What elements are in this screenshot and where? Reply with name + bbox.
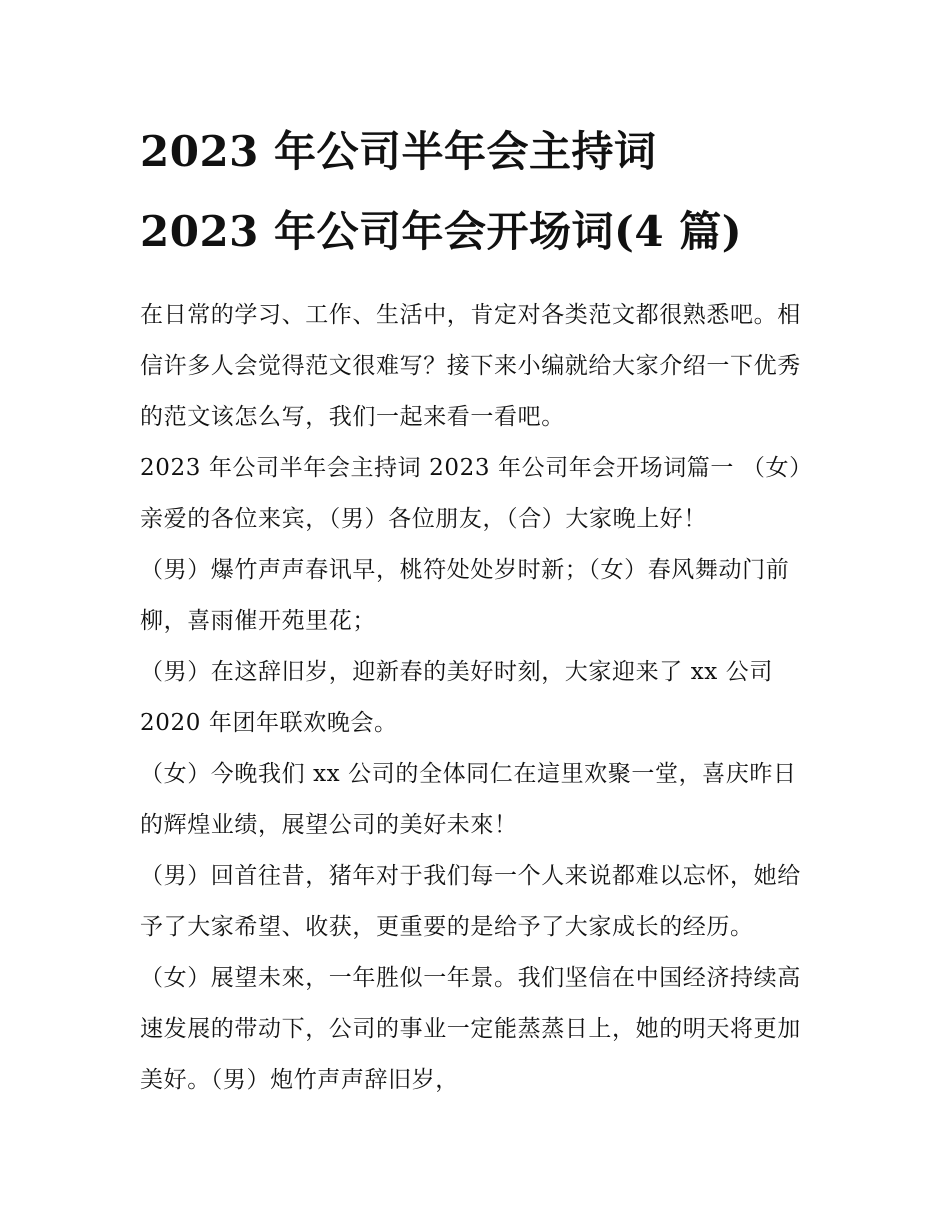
document-page: [140, 112, 820, 1106]
document-title-line-2: 2023 年公司年会开场词(4 篇): [140, 207, 743, 256]
paragraph-outlook: （女）展望未來，一年胜似一年景。我们坚信在中国经济持续高速发展的带动下，公司的事业一定能蒸蒸日上，她的明天将更加美好。（男）炮竹声声辞旧岁，: [140, 965, 801, 1093]
paragraph-opening: 2023 年公司半年会主持词 2023 年公司年会开场词篇一 （女）亲爱的各位来宾，（男）各位朋友，（合）大家晚上好！: [140, 455, 813, 532]
paragraph-gathering: （女）今晚我们 xx 公司的全体同仁在這里欢聚一堂，喜庆昨日的辉煌业绩，展望公司的美好未來！: [140, 761, 797, 838]
document-body: [140, 290, 820, 1106]
document-title-line-1: 2023 年公司半年会主持词: [140, 127, 657, 176]
paragraph-welcome: （男）在这辞旧岁，迎新春的美好时刻，大家迎来了 xx 公司 2020 年团年联欢晚会。: [140, 659, 773, 736]
paragraph-intro: 在日常的学习、工作、生活中，肯定对各类范文都很熟悉吧。相信许多人会觉得范文很难写？接下来小编就给大家介绍一下优秀的范文该怎么写，我们一起来看一看吧。: [140, 302, 801, 430]
paragraph-couplet: （男）爆竹声声春讯早，桃符处处岁时新；（女）春风舞动门前柳，喜雨催开苑里花；: [140, 557, 790, 634]
paragraph-review: （男）回首往昔，猪年对于我们每一个人来说都难以忘怀，她给予了大家希望、收获，更重要的是给予了大家成长的经历。: [140, 863, 801, 940]
